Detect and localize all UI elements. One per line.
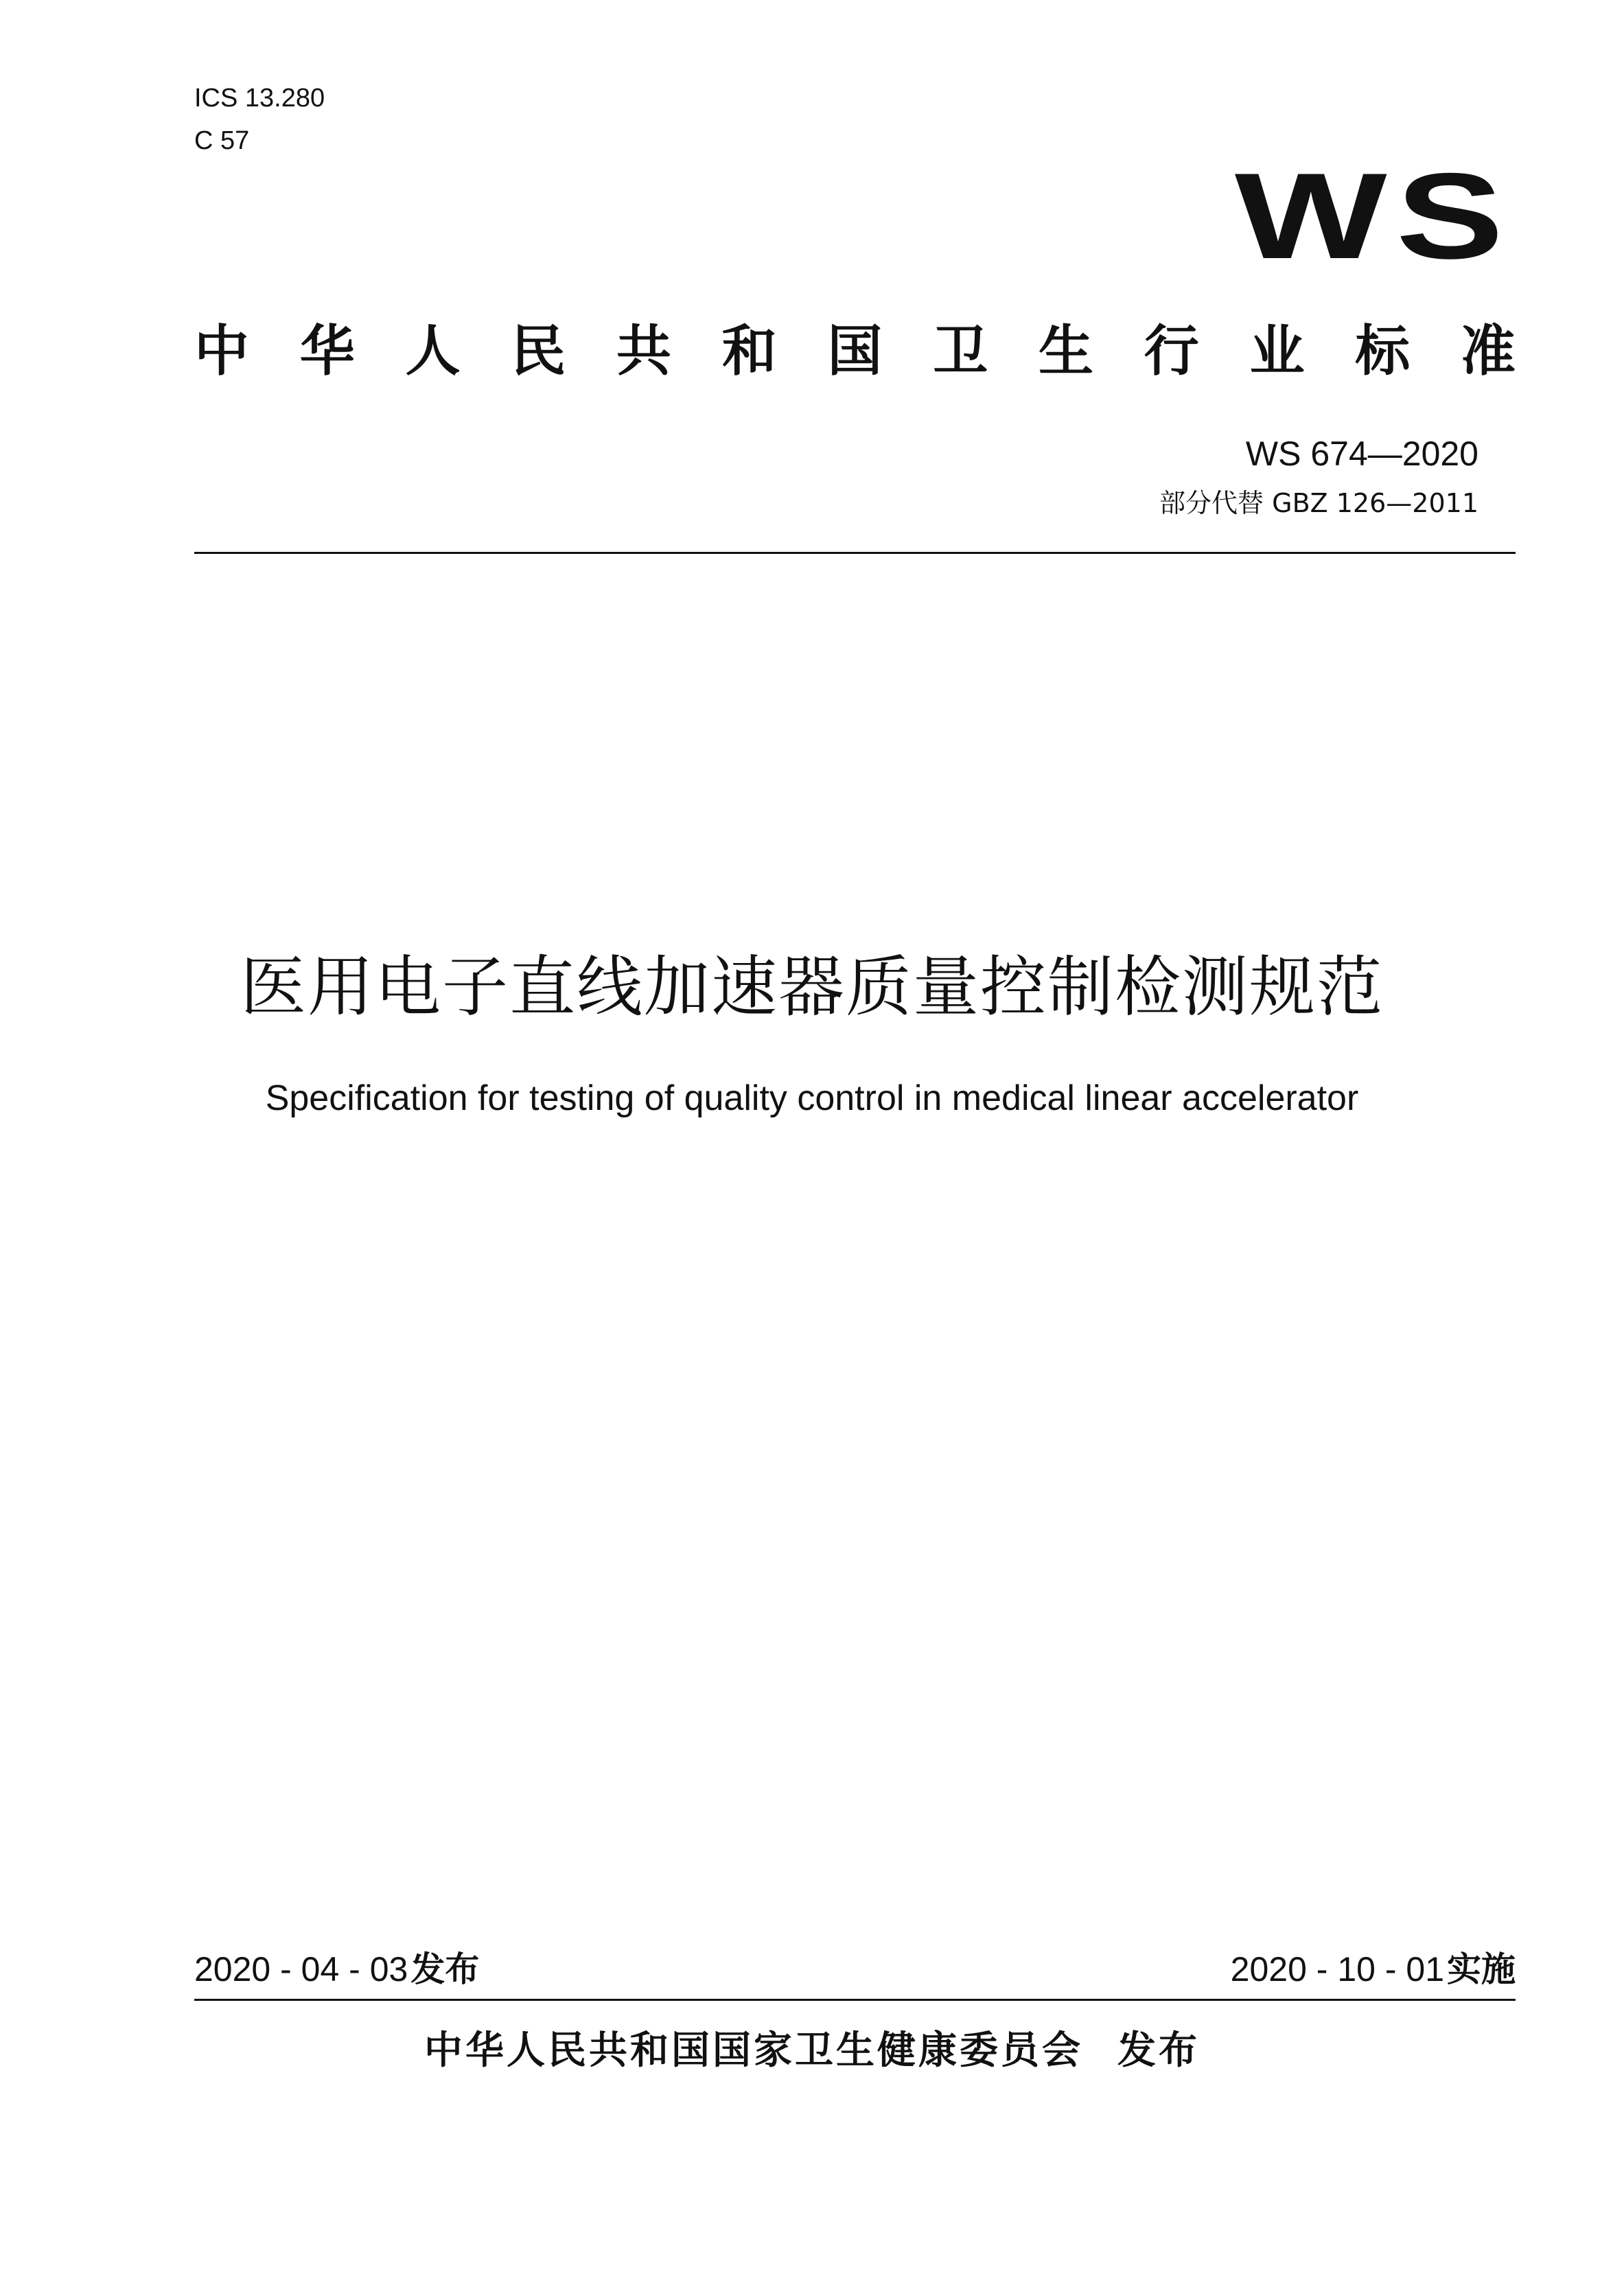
- standard-type-char: 国: [827, 319, 883, 383]
- standard-type-char: 华: [299, 319, 355, 383]
- standard-type-char: 准: [1461, 319, 1516, 383]
- standard-type-char: 民: [511, 319, 566, 383]
- replaces-standard: 部分代替 GBZ 126—2011: [1159, 488, 1478, 518]
- standard-type-title: [194, 317, 1516, 386]
- standard-type-char: 生: [1039, 319, 1093, 383]
- publisher-action: 发布: [1117, 2028, 1200, 2073]
- standard-type-char: 卫: [933, 319, 988, 383]
- standard-type-char: 和: [721, 319, 777, 383]
- standard-type-char: 行: [1144, 319, 1199, 383]
- header-divider: [194, 552, 1516, 554]
- standard-type-char: 业: [1249, 319, 1305, 383]
- footer-divider: [194, 1999, 1516, 2001]
- ics-code: ICS 13.280: [194, 84, 325, 113]
- ccs-code: C 57: [194, 126, 250, 155]
- issue-date-line: [194, 1947, 479, 1992]
- implement-date-line: [1231, 1947, 1516, 1992]
- document-title-en: Specification for testing of quality control in medical linear accelerator: [265, 1078, 1359, 1118]
- publisher-name: 中华人民共和国国家卫生健康委员会: [424, 2028, 1083, 2073]
- standard-type-char: 标: [1355, 319, 1411, 383]
- standard-number: WS 674—2020: [1245, 434, 1478, 473]
- implement-label: 实施: [1447, 1949, 1516, 1989]
- standard-type-char: 人: [405, 319, 461, 383]
- document-title-cn: 医用电子直线加速器质量控制检测规范: [240, 949, 1384, 1025]
- implement-date: 2020 - 10 - 01: [1230, 1950, 1444, 1988]
- issue-label: 发布: [410, 1949, 480, 1989]
- standard-type-char: 共: [616, 319, 671, 383]
- standard-type-char: 中: [194, 319, 249, 383]
- ws-logo: WS: [1235, 148, 1513, 284]
- publisher-line: [0, 2025, 1624, 2077]
- issue-date: 2020 - 04 - 03: [194, 1950, 408, 1988]
